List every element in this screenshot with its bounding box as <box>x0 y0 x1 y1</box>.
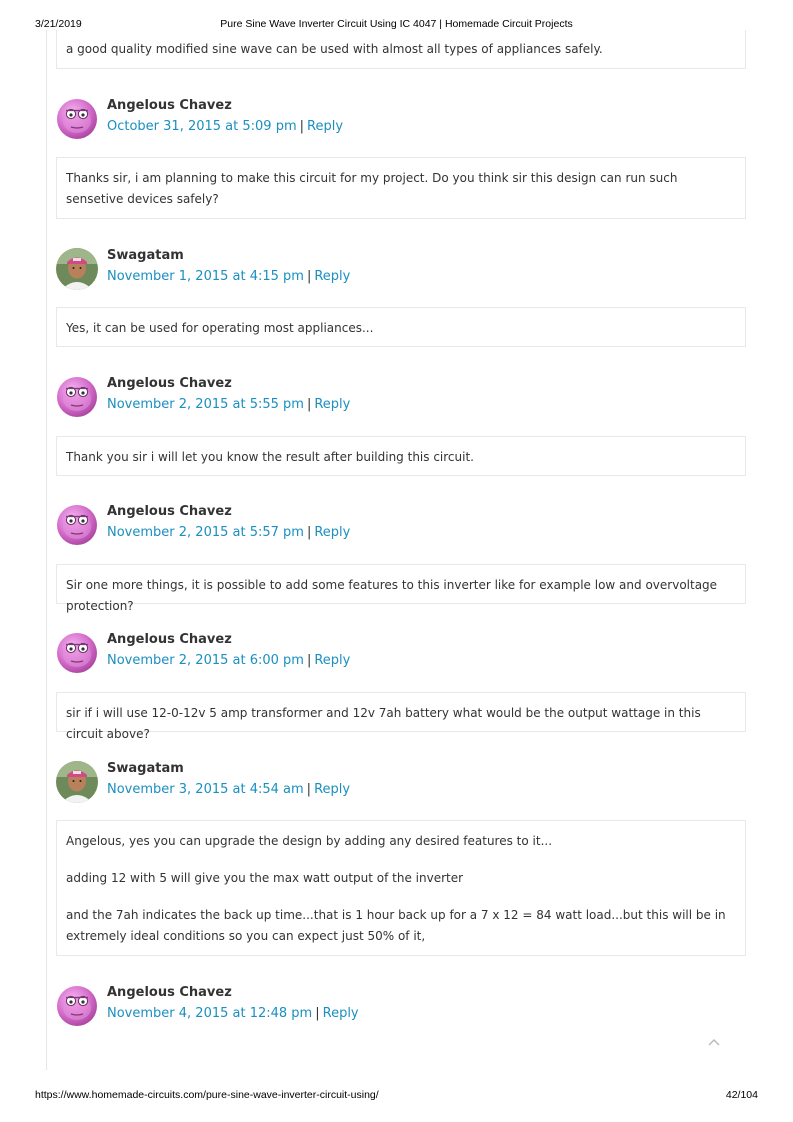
reply-link[interactable]: Reply <box>322 1006 359 1021</box>
comment-author: Swagatam <box>107 761 184 776</box>
comment-date-link[interactable]: November 2, 2015 at 5:57 pm <box>107 525 304 540</box>
reply-link[interactable]: Reply <box>307 119 344 134</box>
print-page-title: Pure Sine Wave Inverter Circuit Using IC 4047 | Homemade Circuit Projects <box>220 18 573 30</box>
comment-meta <box>107 525 350 541</box>
comment-text: sir if i will use 12-0-12v 5 amp transformer and 12v 7ah battery what would be the output wattage in this circuit above? <box>66 706 701 741</box>
meta-separator: | <box>306 653 312 668</box>
comment-text: adding 12 with 5 will give you the max watt output of the inverter <box>66 871 464 885</box>
comment-text: Thanks sir, i am planning to make this circuit for my project. Do you think sir this design can run such sensetive devices safely? <box>66 171 678 206</box>
pink-robot-avatar-icon <box>56 98 98 140</box>
reply-link[interactable]: Reply <box>314 653 351 668</box>
comment-body <box>56 820 746 956</box>
person-photo-avatar-icon <box>56 248 98 290</box>
comment-meta <box>107 269 350 285</box>
comment-date-link[interactable]: November 1, 2015 at 4:15 pm <box>107 269 304 284</box>
avatar <box>56 98 98 140</box>
comment-text: Yes, it can be used for operating most appliances... <box>66 321 374 335</box>
comment-header <box>56 632 556 678</box>
reply-link[interactable]: Reply <box>314 782 351 797</box>
comment-header <box>56 761 556 807</box>
pink-robot-avatar-icon <box>56 376 98 418</box>
comment-author: Angelous Chavez <box>107 98 232 113</box>
chevron-up-icon <box>704 1034 724 1050</box>
comment-header <box>56 376 556 422</box>
scroll-to-top-button[interactable] <box>704 1034 724 1050</box>
reply-link[interactable]: Reply <box>314 397 351 412</box>
comment-text: and the 7ah indicates the back up time...that is 1 hour back up for a 7 x 12 = 84 watt load...but this will be in extremely ideal conditions so you can expect just 50% of it, <box>66 908 726 943</box>
comment-body-fragment <box>56 30 746 69</box>
reply-link[interactable]: Reply <box>314 269 351 284</box>
comment-body <box>56 307 746 347</box>
meta-separator: | <box>306 269 312 284</box>
thread-indent-line <box>46 30 47 1070</box>
print-page-number: 42/104 <box>725 1089 758 1101</box>
comment-meta <box>107 119 343 135</box>
comment-date-link[interactable]: November 3, 2015 at 4:54 am <box>107 782 304 797</box>
comment-text: Sir one more things, it is possible to add some features to this inverter like for example low and overvoltage protection? <box>66 578 718 613</box>
print-footer <box>0 1089 793 1103</box>
comment-text: a good quality modified sine wave can be used with almost all types of appliances safely. <box>66 42 603 56</box>
comment-meta <box>107 397 350 413</box>
print-url: https://www.homemade-circuits.com/pure-sine-wave-inverter-circuit-using/ <box>35 1089 379 1101</box>
avatar <box>56 632 98 674</box>
comment-meta <box>107 653 350 669</box>
comment-body <box>56 564 746 613</box>
comment-body <box>56 157 746 219</box>
comment-author: Angelous Chavez <box>107 985 232 1000</box>
avatar <box>56 504 98 546</box>
pink-robot-avatar-icon <box>56 504 98 546</box>
comment-header <box>56 248 556 294</box>
comment-header <box>56 504 556 550</box>
print-date: 3/21/2019 <box>35 18 82 30</box>
comment-header <box>56 98 556 144</box>
meta-separator: | <box>306 782 312 797</box>
meta-separator: | <box>306 397 312 412</box>
meta-separator: | <box>306 525 312 540</box>
pink-robot-avatar-icon <box>56 985 98 1027</box>
comment-meta <box>107 1006 359 1022</box>
comment-text: Angelous, yes you can upgrade the design by adding any desired features to it... <box>66 834 553 848</box>
comment-body <box>56 436 746 476</box>
avatar <box>56 985 98 1027</box>
reply-link[interactable]: Reply <box>314 525 351 540</box>
meta-separator: | <box>315 1006 320 1021</box>
comment-author: Angelous Chavez <box>107 376 232 391</box>
meta-separator: | <box>299 119 305 134</box>
comment-date-link[interactable]: November 2, 2015 at 6:00 pm <box>107 653 304 668</box>
avatar <box>56 376 98 418</box>
comment-author: Angelous Chavez <box>107 632 232 647</box>
comment-date-link[interactable]: November 4, 2015 at 12:48 pm <box>107 1006 313 1021</box>
pink-robot-avatar-icon <box>56 632 98 674</box>
comment-date-link[interactable]: November 2, 2015 at 5:55 pm <box>107 397 304 412</box>
avatar <box>56 248 98 290</box>
comment-date-link[interactable]: October 31, 2015 at 5:09 pm <box>107 119 297 134</box>
comment-body <box>56 692 746 741</box>
comment-author: Swagatam <box>107 248 184 263</box>
person-photo-avatar-icon <box>56 761 98 803</box>
comment-text: Thank you sir i will let you know the result after building this circuit. <box>66 450 474 464</box>
avatar <box>56 761 98 803</box>
comment-meta <box>107 782 350 798</box>
comment-header <box>56 985 556 1031</box>
comment-author: Angelous Chavez <box>107 504 232 519</box>
